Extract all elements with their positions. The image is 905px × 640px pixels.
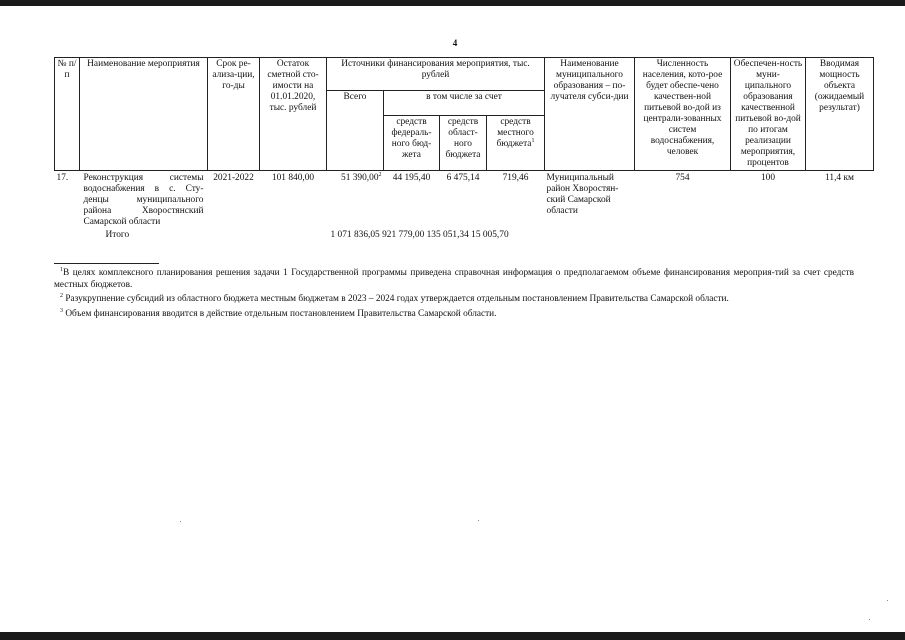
footnotes bbox=[54, 263, 854, 320]
totals-label: Итого bbox=[105, 230, 130, 240]
footnote-mark: 3 bbox=[60, 307, 63, 314]
header-capacity: Вводимая мощность объекта (ожидаемый результат) bbox=[806, 58, 874, 171]
header-federal: средств федераль-ного бюд-жета bbox=[384, 116, 440, 171]
header-local-label: средств местного бюджета bbox=[496, 117, 534, 149]
row-municipality: Муниципальный район Хворостян-ский Самарской области bbox=[546, 173, 619, 216]
footnote-text: В целях комплексного планирования решения задачи 1 Государственной программы приведена справочная информация о предполагаемом объеме финансирования мероприя-тий за счет средств местных бюджетов. bbox=[54, 268, 854, 290]
row-term: 2021-2022 bbox=[213, 173, 254, 183]
scan-speck bbox=[887, 600, 888, 601]
footnote-mark: 2 bbox=[60, 293, 63, 300]
footnote-separator bbox=[54, 263, 159, 264]
totals-row bbox=[55, 229, 874, 242]
scan-speck bbox=[869, 619, 870, 620]
header-local bbox=[487, 116, 545, 171]
page-number: 4 bbox=[452, 38, 458, 48]
row-total-footnote-mark: 2 bbox=[378, 171, 382, 178]
header-num: № п/п bbox=[55, 58, 80, 171]
footnote-text: Разукрупнение субсидий из областного бюджета местным бюджетам в 2023 – 2024 годах утверждается отдельным постановлением Правительства Самарской области. bbox=[65, 294, 729, 305]
footnote-3 bbox=[54, 306, 854, 321]
footnote-text: Объем финансирования вводится в действие отдельным постановлением Правительства Самарской области. bbox=[65, 308, 497, 319]
row-total-value: 51 390,00 bbox=[341, 173, 379, 183]
row-provision: 100 bbox=[760, 173, 776, 183]
top-scan-border bbox=[0, 0, 905, 6]
header-provision: Обеспечен-ность муни-ципального образования качественной питьевой во-дой по итогам реализации мероприятия, процентов bbox=[731, 58, 806, 171]
row-federal: 44 195,40 bbox=[392, 173, 431, 183]
header-local-footnote-mark: 1 bbox=[531, 137, 535, 144]
header-remainder: Остаток сметной сто-имости на 01.01.2020, тыс. рублей bbox=[260, 58, 327, 171]
header-term: Срок ре-ализа-ции, го-ды bbox=[208, 58, 260, 171]
totals-values: 1 071 836,05 921 779,00 135 051,34 15 005,70 bbox=[330, 230, 509, 240]
row-local: 719,46 bbox=[502, 173, 529, 183]
row-capacity: 11,4 км bbox=[825, 173, 854, 183]
header-municipality: Наименование муниципального образования – по-лучателя субси-дии bbox=[545, 58, 635, 171]
header-regional: средств област-ного бюджета bbox=[440, 116, 487, 171]
scan-speck bbox=[180, 521, 181, 522]
row-name: Реконструкция системы водоснабжения в с. Сту-денцы муниципального района Хворостянский Самарской области bbox=[83, 173, 204, 227]
row-population: 754 bbox=[675, 173, 690, 183]
bottom-scan-border bbox=[0, 632, 905, 640]
financing-table bbox=[54, 57, 874, 242]
row-remainder: 101 840,00 bbox=[271, 173, 315, 183]
header-name: Наименование мероприятия bbox=[80, 58, 208, 171]
header-including: в том числе за счет bbox=[384, 91, 545, 116]
row-total bbox=[327, 171, 384, 230]
header-total: Всего bbox=[327, 91, 384, 171]
row-num: 17. bbox=[56, 173, 69, 183]
header-population: Численность населения, кото-рое будет обеспе-чено качествен-ной питьевой во-дой из централи-зованных систем водоснабжения, человек bbox=[635, 58, 731, 171]
footnote-2 bbox=[54, 291, 854, 306]
scan-speck bbox=[478, 520, 479, 521]
table-row bbox=[55, 171, 874, 230]
row-regional: 6 475,14 bbox=[446, 173, 480, 183]
footnote-mark: 1 bbox=[60, 267, 63, 273]
header-sources: Источники финансирования мероприятия, тыс. рублей bbox=[327, 58, 545, 91]
footnote-1 bbox=[54, 265, 854, 291]
